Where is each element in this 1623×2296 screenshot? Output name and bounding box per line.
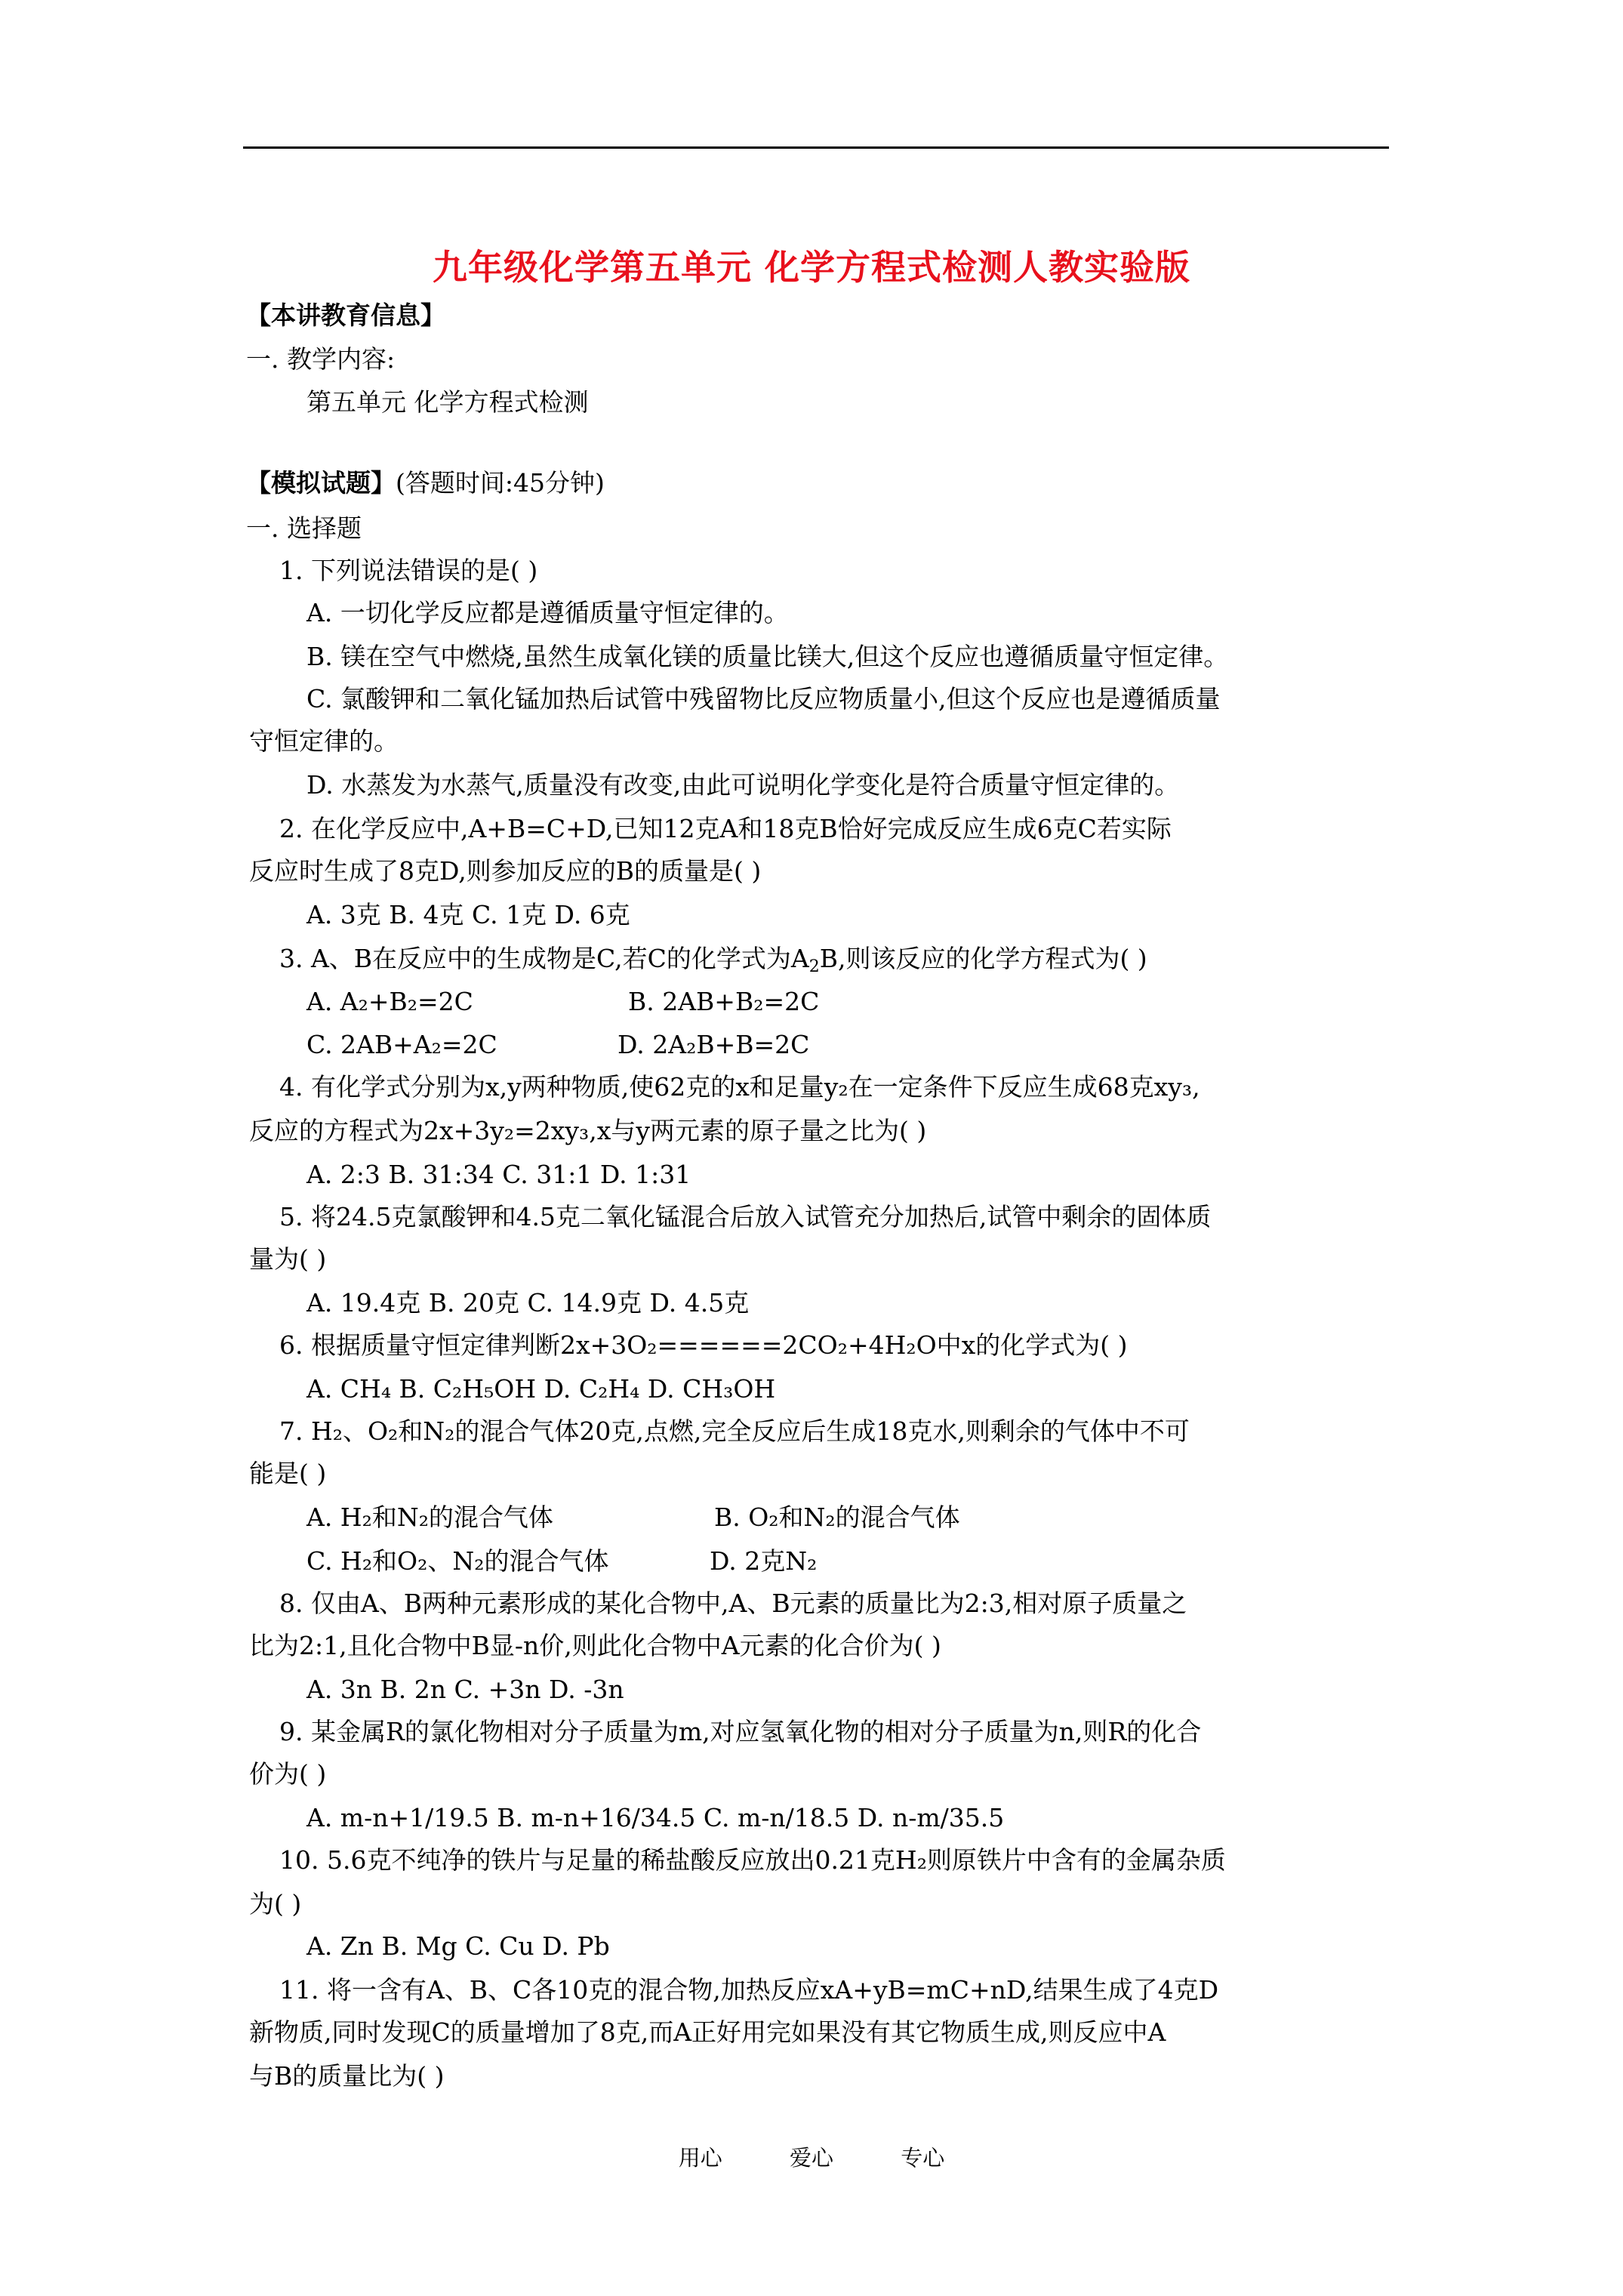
q7-option-a: A. H₂和N₂的混合气体	[306, 1502, 553, 1532]
teaching-content: 第五单元 化学方程式检测	[306, 387, 589, 417]
q3-option-a: A. A₂+B₂=2C	[306, 987, 473, 1016]
q7-option-c: C. H₂和O₂、N₂的混合气体	[306, 1546, 609, 1576]
q3-stem	[279, 944, 1147, 974]
q6-stem: 6. 根据质量守恒定律判断2x+3O₂======2CO₂+4H₂O中x的化学式为( )	[279, 1330, 1128, 1360]
q1-option-d: D. 水蒸发为水蒸气,质量没有改变,由此可说明化学变化是符合质量守恒定律的。	[306, 770, 1180, 800]
q3-stem-part2: B,则该反应的化学方程式为( )	[819, 944, 1147, 973]
footer-item: 爱心	[789, 2145, 833, 2171]
exam-time: (答题时间:45分钟)	[396, 468, 605, 498]
q3-stem-part1: 3. A、B在反应中的生成物是C,若C的化学式为A	[279, 944, 809, 973]
q5-options: A. 19.4克 B. 20克 C. 14.9克 D. 4.5克	[306, 1288, 750, 1318]
q8-stem-line1: 8. 仅由A、B两种元素形成的某化合物中,A、B元素的质量比为2:3,相对原子质量之	[279, 1589, 1187, 1618]
exam-header: 【模拟试题】	[246, 468, 396, 498]
q2-options: A. 3克 B. 4克 C. 1克 D. 6克	[306, 900, 630, 929]
q8-options: A. 3n B. 2n C. +3n D. -3n	[306, 1675, 624, 1704]
q6-options: A. CH₄ B. C₂H₅OH D. C₂H₄ D. CH₃OH	[306, 1374, 776, 1404]
q10-stem-line1: 10. 5.6克不纯净的铁片与足量的稀盐酸反应放出0.21克H₂则原铁片中含有的金属杂质	[279, 1845, 1226, 1875]
header-rule	[243, 146, 1389, 149]
q8-stem-line2: 比为2:1,且化合物中B显-n价,则此化合物中A元素的化合价为( )	[249, 1631, 941, 1660]
footer-item: 专心	[901, 2145, 945, 2171]
q5-stem-line2: 量为( )	[249, 1244, 327, 1274]
q9-options: A. m-n+1/19.5 B. m-n+16/34.5 C. m-n/18.5 D. n-m/35.5	[306, 1803, 1005, 1832]
q1-option-a: A. 一切化学反应都是遵循质量守恒定律的。	[306, 598, 789, 627]
q7-option-b: B. O₂和N₂的混合气体	[714, 1502, 960, 1532]
footer-item: 用心	[678, 2145, 722, 2171]
q7-stem-line2: 能是( )	[249, 1459, 327, 1488]
q7-option-d: D. 2克N₂	[710, 1546, 818, 1576]
q4-options: A. 2:3 B. 31:34 C. 31:1 D. 1:31	[306, 1160, 691, 1189]
q10-options: A. Zn B. Mg C. Cu D. Pb	[306, 1931, 610, 1961]
info-header: 【本讲教育信息】	[246, 300, 445, 330]
q1-option-b: B. 镁在空气中燃烧,虽然生成氧化镁的质量比镁大,但这个反应也遵循质量守恒定律。	[306, 642, 1229, 671]
q4-stem-line2: 反应的方程式为2x+3y₂=2xy₃,x与y两元素的原子量之比为( )	[249, 1116, 927, 1145]
q11-stem-line1: 11. 将一含有A、B、C各10克的混合物,加热反应xA+yB=mC+nD,结果生成了4克D	[279, 1975, 1219, 2005]
q3-option-b: B. 2AB+B₂=2C	[628, 987, 820, 1016]
q3-option-c: C. 2AB+A₂=2C	[306, 1030, 497, 1059]
q3-stem-subscript: 2	[808, 957, 820, 976]
page-title: 九年级化学第五单元 化学方程式检测人教实验版	[432, 247, 1190, 288]
q9-stem-line1: 9. 某金属R的氯化物相对分子质量为m,对应氢氧化物的相对分子质量为n,则R的化合	[279, 1717, 1202, 1746]
page-footer	[0, 2141, 1623, 2172]
q11-stem-line3: 与B的质量比为( )	[249, 2061, 445, 2091]
q5-stem-line1: 5. 将24.5克氯酸钾和4.5克二氧化锰混合后放入试管充分加热后,试管中剩余的固体质	[279, 1202, 1212, 1231]
teaching-label: 一. 教学内容:	[246, 344, 396, 374]
q4-stem-line1: 4. 有化学式分别为x,y两种物质,使62克的x和足量y₂在一定条件下反应生成68克xy₃,	[279, 1072, 1200, 1102]
q3-option-d: D. 2A₂B+B=2C	[617, 1030, 810, 1059]
q7-stem-line1: 7. H₂、O₂和N₂的混合气体20克,点燃,完全反应后生成18克水,则剩余的气体中不可	[279, 1416, 1190, 1446]
exam-header-line	[246, 468, 605, 498]
q2-stem-line2: 反应时生成了8克D,则参加反应的B的质量是( )	[249, 856, 762, 886]
q1-option-c-line2: 守恒定律的。	[249, 726, 399, 756]
q1-option-c-line1: C. 氯酸钾和二氧化锰加热后试管中残留物比反应物质量小,但这个反应也是遵循质量	[306, 684, 1221, 713]
q9-stem-line2: 价为( )	[249, 1759, 327, 1789]
q1-stem: 1. 下列说法错误的是( )	[279, 556, 538, 585]
section-choice: 一. 选择题	[246, 513, 362, 543]
q2-stem-line1: 2. 在化学反应中,A+B=C+D,已知12克A和18克B恰好完成反应生成6克C若实际	[279, 814, 1172, 843]
q11-stem-line2: 新物质,同时发现C的质量增加了8克,而A正好用完如果没有其它物质生成,则反应中A	[249, 2017, 1166, 2047]
q10-stem-line2: 为( )	[249, 1889, 302, 1918]
